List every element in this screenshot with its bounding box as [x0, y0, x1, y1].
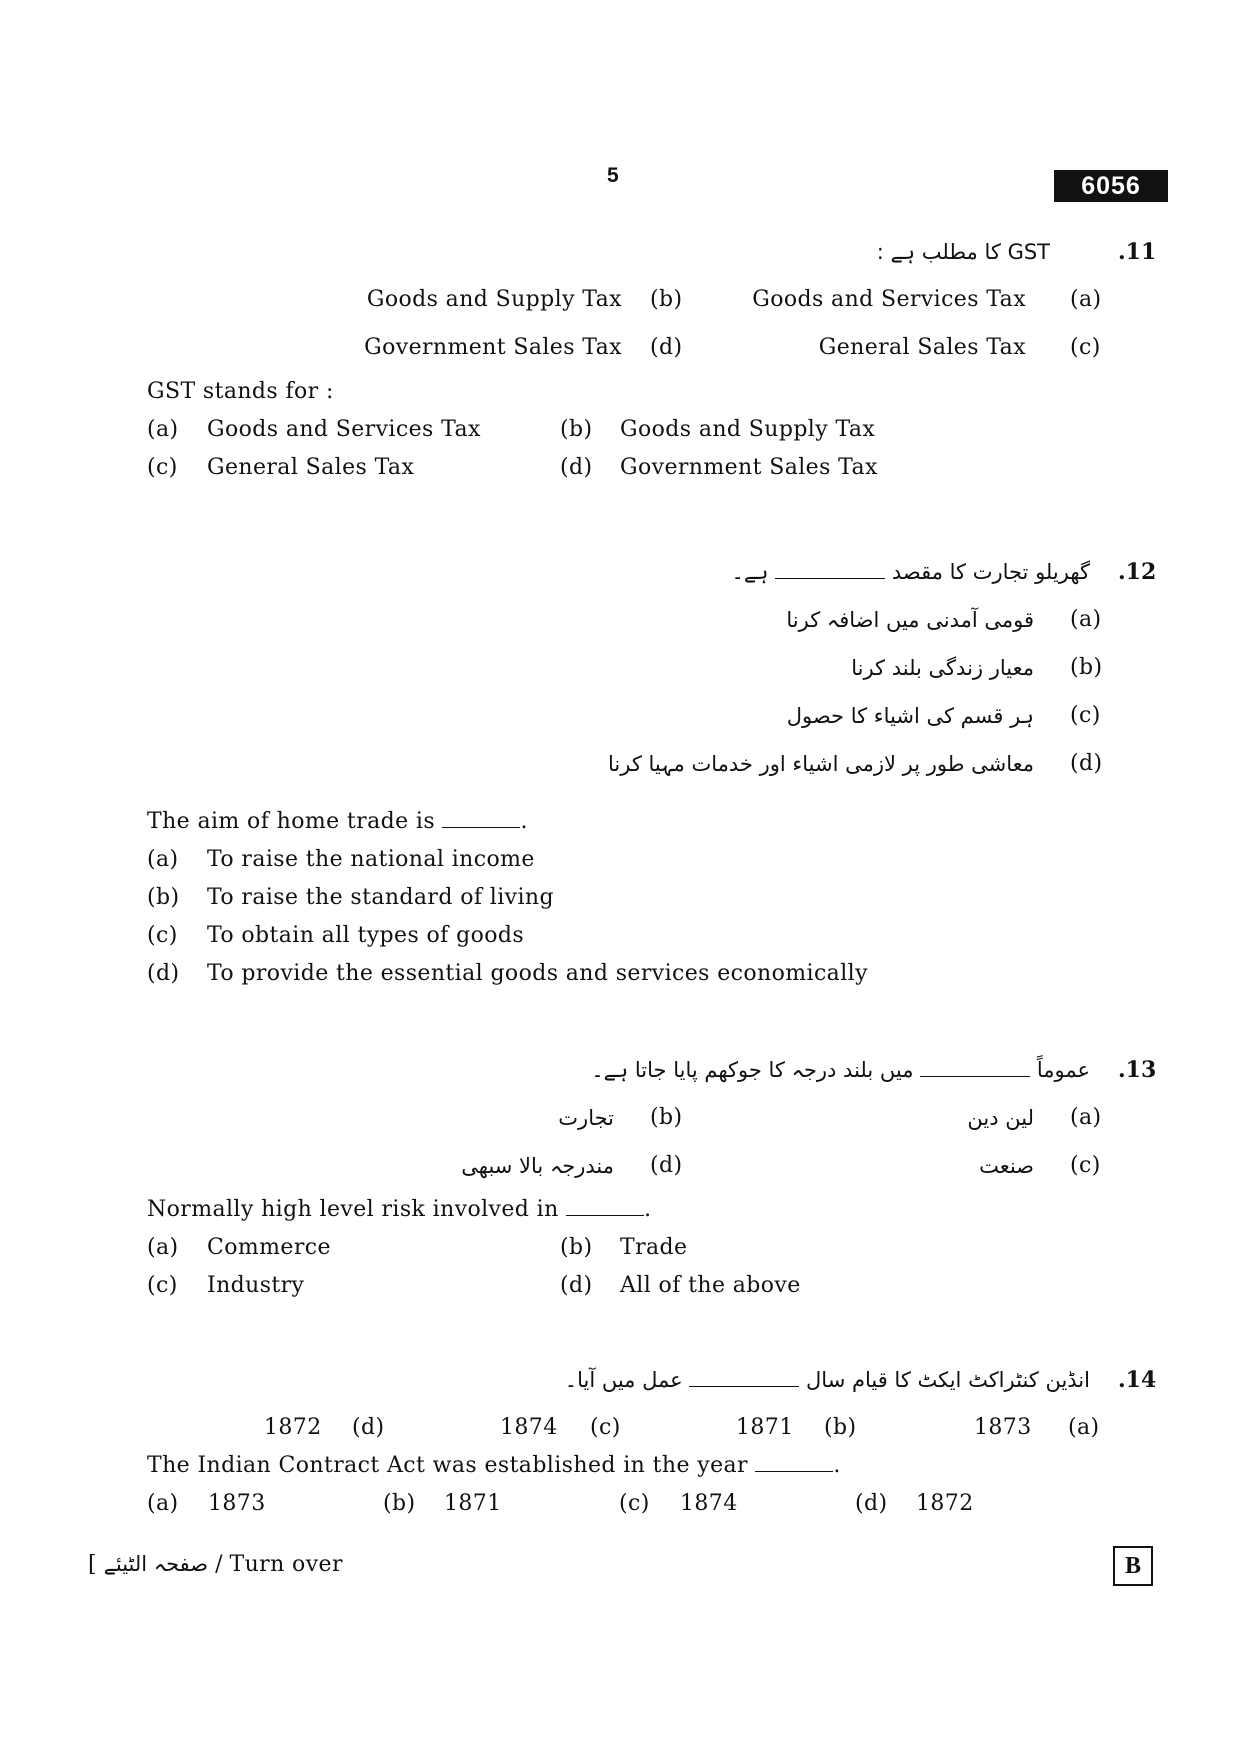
urdu-stem-before: انڈین کنٹراکٹ ایکٹ کا قیام سال: [806, 1368, 1090, 1392]
option-label: (d): [1070, 751, 1103, 776]
option-label: (b): [650, 287, 683, 312]
urdu-stem: [565, 1366, 1090, 1394]
option-text: 1872: [916, 1491, 974, 1516]
option-text: 1872: [264, 1415, 322, 1440]
answer-blank: [920, 1058, 1030, 1077]
option-label: (a): [1068, 1415, 1100, 1440]
turn-over-urdu: صفحہ الٹیئے: [103, 1552, 209, 1576]
option-text: 1873: [208, 1491, 266, 1516]
urdu-stem: [732, 558, 1090, 586]
option-label: (b): [650, 1105, 683, 1130]
urdu-stem: [591, 1056, 1090, 1084]
answer-blank: [689, 1368, 799, 1387]
option-label: (b): [383, 1491, 416, 1516]
option-text: All of the above: [620, 1273, 801, 1298]
english-stem: The aim of home trade is .: [147, 809, 528, 834]
english-stem-text: The aim of home trade is: [147, 809, 436, 834]
option-label: (c): [1070, 1153, 1101, 1178]
booklet-series-box: B: [1113, 1546, 1153, 1586]
option-label: (d): [650, 1153, 683, 1178]
option-label: (c): [147, 455, 178, 480]
urdu-stem-before: گھریلو تجارت کا مقصد: [891, 560, 1090, 584]
bracket: [: [88, 1552, 104, 1577]
option-label: (b): [560, 417, 593, 442]
english-stem: GST stands for :: [147, 379, 334, 404]
paper-code: 6056: [1054, 170, 1168, 202]
option-text: معیار زندگی بلند کرنا: [851, 656, 1034, 680]
option-label: (c): [147, 923, 178, 948]
option-text: General Sales Tax: [207, 455, 415, 480]
option-text: To obtain all types of goods: [207, 923, 525, 948]
option-label: (a): [1070, 1105, 1102, 1130]
option-text: ہر قسم کی اشیاء کا حصول: [786, 704, 1034, 728]
answer-blank: [566, 1197, 644, 1216]
urdu-stem-after: میں بلند درجہ کا جوکھم پایا جاتا ہے۔: [591, 1058, 914, 1082]
option-text: 1871: [736, 1415, 794, 1440]
option-text: Government Sales Tax: [620, 455, 878, 480]
option-label: (c): [590, 1415, 621, 1440]
separator: /: [215, 1552, 230, 1577]
option-text: مندرجہ بالا سبھی: [461, 1154, 614, 1178]
option-label: (d): [650, 335, 683, 360]
option-text: To raise the standard of living: [207, 885, 554, 910]
answer-blank: [442, 809, 520, 828]
option-text: Trade: [620, 1235, 688, 1260]
option-text: لین دین: [967, 1106, 1034, 1130]
option-text: 1874: [500, 1415, 558, 1440]
option-text: 1874: [680, 1491, 738, 1516]
option-text: Goods and Supply Tax: [366, 287, 622, 312]
option-label: (a): [147, 417, 179, 442]
option-label: (b): [560, 1235, 593, 1260]
urdu-stem-after: ہے۔: [731, 560, 769, 584]
urdu-stem-after: عمل میں آیا۔: [564, 1368, 683, 1392]
option-text: 1873: [974, 1415, 1032, 1440]
option-label: (b): [147, 885, 180, 910]
option-text: Goods and Services Tax: [207, 417, 481, 442]
option-text: قومی آمدنی میں اضافہ کرنا: [786, 608, 1034, 632]
question-number: .13: [1118, 1057, 1157, 1083]
turn-over-text: Turn over: [229, 1552, 343, 1577]
turn-over-note: [88, 1550, 343, 1579]
option-text: Goods and Services Tax: [752, 287, 1026, 312]
option-label: (c): [147, 1273, 178, 1298]
option-text: To provide the essential goods and services economically: [207, 961, 868, 986]
urdu-stem: GST کا مطلب ہے :: [876, 240, 1050, 264]
option-label: (a): [147, 1491, 179, 1516]
option-text: Commerce: [207, 1235, 331, 1260]
option-label: (d): [560, 455, 593, 480]
option-label: (a): [147, 1235, 179, 1260]
option-text: Industry: [207, 1273, 305, 1298]
option-text: General Sales Tax: [818, 335, 1026, 360]
question-number: .11: [1118, 239, 1157, 265]
english-stem-text: Normally high level risk involved in: [147, 1197, 559, 1222]
option-label: (b): [1070, 655, 1103, 680]
page-number: 5: [607, 164, 619, 187]
option-text: تجارت: [558, 1106, 614, 1130]
urdu-stem-before: عموماً: [1036, 1058, 1090, 1082]
question-number: .12: [1118, 559, 1157, 585]
option-text: To raise the national income: [207, 847, 535, 872]
option-label: (a): [1070, 607, 1102, 632]
option-text: Goods and Supply Tax: [620, 417, 876, 442]
option-label: (d): [855, 1491, 888, 1516]
option-label: (d): [147, 961, 180, 986]
option-label: (c): [1070, 335, 1101, 360]
option-label: (c): [619, 1491, 650, 1516]
answer-blank: [775, 560, 885, 579]
option-text: Government Sales Tax: [364, 335, 622, 360]
english-stem-text: The Indian Contract Act was established in the year: [147, 1453, 748, 1478]
option-text: صنعت: [979, 1154, 1034, 1178]
option-text: معاشی طور پر لازمی اشیاء اور خدمات مہیا کرنا: [608, 752, 1034, 776]
english-stem: Normally high level risk involved in .: [147, 1197, 652, 1222]
english-stem: The Indian Contract Act was established in the year .: [147, 1453, 841, 1478]
answer-blank: [755, 1453, 833, 1472]
question-number: .14: [1118, 1367, 1157, 1393]
option-label: (b): [824, 1415, 857, 1440]
option-label: (a): [1070, 287, 1102, 312]
option-label: (d): [560, 1273, 593, 1298]
option-label: (d): [352, 1415, 385, 1440]
option-text: 1871: [444, 1491, 502, 1516]
option-label: (c): [1070, 703, 1101, 728]
option-label: (a): [147, 847, 179, 872]
